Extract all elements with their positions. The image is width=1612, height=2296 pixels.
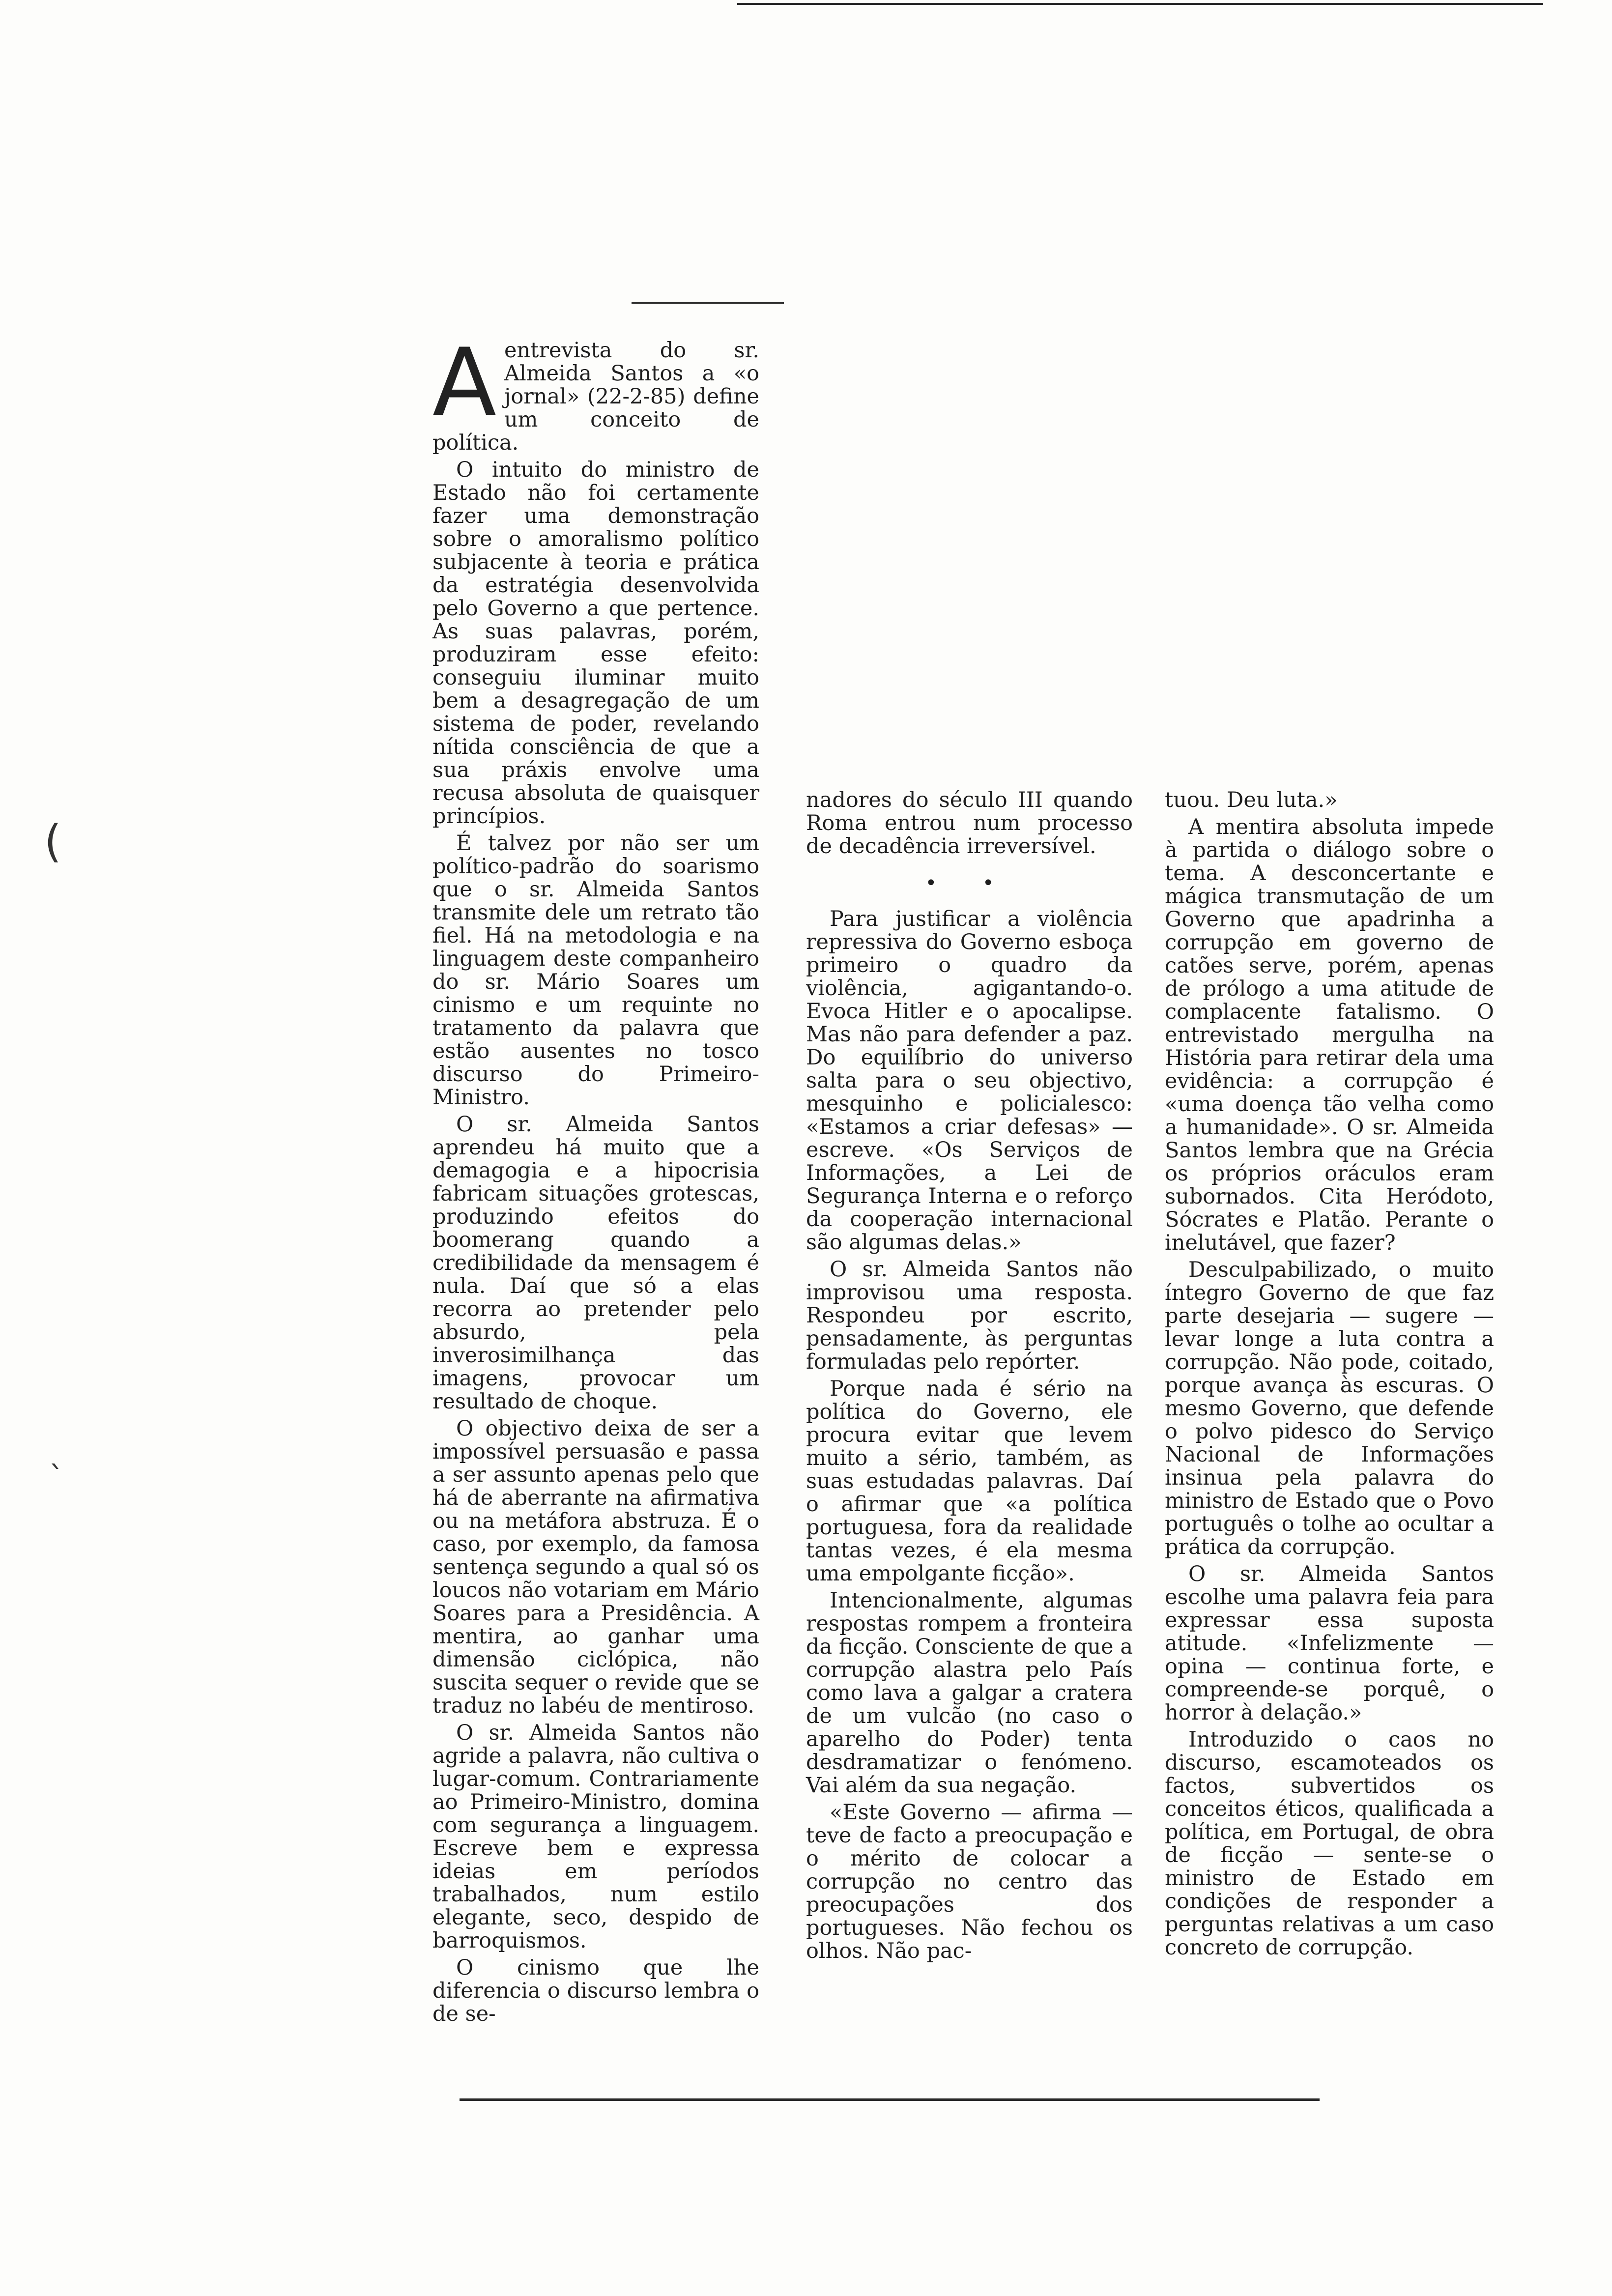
- paragraph: O sr. Almeida Santos escolhe uma palavra feia para expressar essa suposta atitude. «Infelizmente — opina — continua forte, e compreende-se porquê, o horror à delação.»: [1165, 1562, 1494, 1725]
- top-rule: [737, 3, 1543, 5]
- paragraph: O intuito do ministro de Estado não foi certamente fazer uma demonstração sobre o amoralismo político subjacente à teoria e prática da estratégia desenvolvida pelo Governo a que pertence. As suas palavras, porém, produziram esse efeito: conseguiu iluminar muito bem a desagregação de um sistema de poder, revelando nítida consciência de que a sua práxis envolve uma recusa absoluta de quaisquer princípios.: [432, 458, 759, 829]
- section-separator: • •: [925, 872, 1014, 894]
- paragraph: Introduzido o caos no discurso, escamoteados os factos, subvertidos os conceitos éticos, qualificada a política, em Portugal, de obra de ficção — sente-se o ministro de Estado em condições de responder a perguntas relativas a um caso concreto de corrupção.: [1165, 1727, 1494, 1960]
- article-column-3: [1165, 789, 1494, 1963]
- paragraph: Desculpabilizado, o muito íntegro Governo de que faz parte desejaria — sugere — levar longe a luta contra a corrupção. Não pode, coitado, porque avança às escuras. O mesmo Governo, que defende o polvo pidesco do Serviço Nacional de Informações insinua pela palavra do ministro de Estado que o Povo português o tolhe ao ocultar a prática da corrupção.: [1165, 1258, 1494, 1559]
- scan-mark: ˎ: [49, 1435, 64, 1469]
- paragraph: Intencionalmente, algumas respostas rompem a fronteira da ficção. Consciente de que a corrupção alastra pelo País como lava a galgar a cratera de um vulcão (no caso o aparelho do Poder) tenta desdramatizar o fenómeno. Vai além da sua negação.: [806, 1588, 1133, 1798]
- article-column-2: [806, 789, 1133, 1967]
- paragraph: O objectivo deixa de ser a impossível persuasão e passa a ser assunto apenas pelo que há de aberrante na afirmativa ou na metáfora abstruza. É o caso, por exemplo, da famosa sentença segundo a qual só os loucos não votariam em Mário Soares para a Presidência. A mentira, ao ganhar uma dimensão ciclópica, não suscita sequer o revide que se traduz no labéu de mentiroso.: [432, 1416, 759, 1718]
- bottom-rule: [460, 2098, 1320, 2101]
- paragraph: A mentira absoluta impede à partida o diálogo sobre o tema. A desconcertante e mágica transmutação de um Governo que apadrinha a corrupção em governo de catões serve, porém, apenas de prólogo a uma atitude de complacente fatalismo. O entrevistado mergulha na História para retirar dela uma evidência: a corrupção é «uma doença tão velha como a humanidade». O sr. Almeida Santos lembra que na Grécia os próprios oráculos eram subornados. Cita Heródoto, Sócrates e Platão. Perante o inelutável, que fazer?: [1165, 815, 1494, 1255]
- paragraph: O sr. Almeida Santos não agride a palavra, não cultiva o lugar-comum. Contrariamente ao Primeiro-Ministro, domina com segurança a linguagem. Escreve bem e expressa ideias em períodos trabalhados, num estilo elegante, seco, despido de barroquismos.: [432, 1721, 759, 1953]
- paragraph: nadores do século III quando Roma entrou num processo de decadência irreversível.: [806, 788, 1133, 859]
- paragraph: O cinismo que lhe diferencia o discurso lembra o de se-: [432, 1955, 759, 2026]
- paragraph: tuou. Deu luta.»: [1165, 788, 1338, 812]
- paragraph: O sr. Almeida Santos aprendeu há muito que a demagogia e a hipocrisia fabricam situações grotescas, produzindo efeitos do boomerang quando a credibilidade da mensagem é nula. Daí que só a elas recorra ao pretender pelo absurdo, pela inverosimilhança das imagens, provocar um resultado de choque.: [432, 1112, 759, 1414]
- paragraph: «Este Governo — afirma — teve de facto a preocupação e o mérito de colocar a corrupção no centro das preocupações dos portugueses. Não fechou os olhos. Não pac-: [806, 1800, 1133, 1963]
- article-column-1: [432, 328, 759, 2030]
- paragraph: Porque nada é sério na política do Governo, ele procura evitar que levem muito a sério, também, as suas estudadas palavras. Daí o afirmar que «a política portuguesa, fora da realidade tantas vezes, é ela mesma uma empolgante ficção».: [806, 1377, 1133, 1586]
- paragraph: O sr. Almeida Santos não improvisou uma resposta. Respondeu por escrito, pensadamente, às perguntas formuladas pelo repórter.: [806, 1257, 1133, 1374]
- paragraph: Para justificar a violência repressiva do Governo esboça primeiro o quadro da violência, agigantando-o. Evoca Hitler e o apocalipse. Mas não para defender a paz. Do equilíbrio do universo salta para o seu objectivo, mesquinho e policialesco: «Estamos a criar defesas» — escreve. «Os Serviços de Informações, a Lei de Segurança Interna e o reforço da cooperação internacional são algumas delas.»: [806, 907, 1133, 1255]
- header-rule: [632, 302, 784, 304]
- drop-cap: A: [432, 328, 496, 437]
- scan-mark: (: [44, 816, 62, 867]
- paragraph: entrevista do sr. Almeida Santos a «o jornal» (22-2-85) define um conceito de política.: [432, 338, 759, 455]
- paragraph: É talvez por não ser um político-padrão do soarismo que o sr. Almeida Santos transmite dele um retrato tão fiel. Há na metodologia e na linguagem deste companheiro do sr. Mário Soares um cinismo e um requinte no tratamento da palavra que estão ausentes no tosco discurso do Primeiro-Ministro.: [432, 831, 759, 1110]
